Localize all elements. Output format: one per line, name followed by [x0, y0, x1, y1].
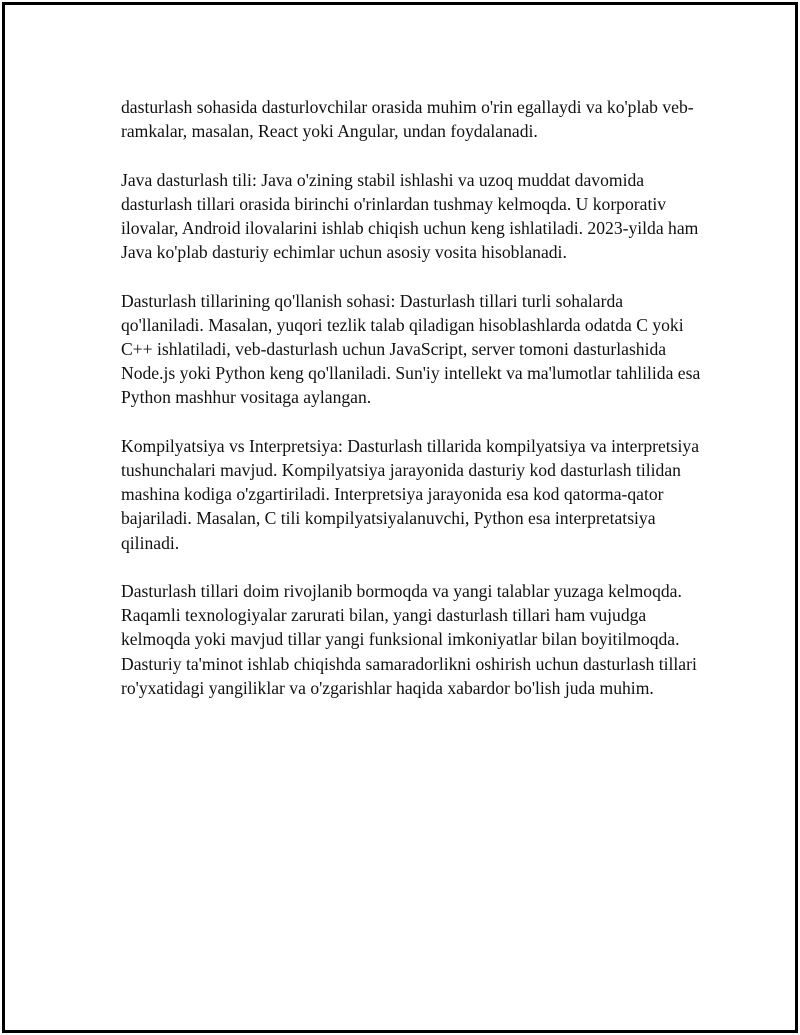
page-frame — [2, 2, 798, 1033]
paragraph-conclusion: Dasturlash tillari doim rivojlanib bormoqda va yangi talablar yuzaga kelmoqda. Raqamli texnologiyalar zarurati bilan, yangi dasturlash tillari ham vujudga kelmoqda yoki mavjud tillar yangi funksional imkoniyatlar bilan boyitilmoqda. Dasturiy ta'minot ishlab chiqishda samaradorlikni oshirish uchun dasturlash tillari ro'yxatidagi yangiliklar va o'zgarishlar haqida xabardor bo'lish juda muhim. — [121, 581, 697, 698]
paragraph-java: Java dasturlash tili: Java o'zining stabil ishlashi va uzoq muddat davomida dasturlash tillari orasida birinchi o'rinlardan tushmay kelmoqda. U korporativ ilovalar, Android ilovalarini ishlab chiqish uchun keng ishlatiladi. 2023-yilda ham Java ko'plab dasturiy echimlar uchun asosiy vosita hisoblanadi. — [121, 169, 699, 263]
paragraph-compilation-vs-interpretation: Kompilyatsiya vs Interpretsiya: Dasturlash tillarida kompilyatsiya va interpretsiya tushunchalari mavjud. Kompilyatsiya jarayonida dasturiy kod dasturlash tilidan mashina kodiga o'zgartiriladi. Interpretsiya jarayonida esa kod qatorma-qator bajariladi. Masalan, C tili kompilyatsiyalanuvchi, Python esa interpretatsiya qilinadi. — [121, 435, 700, 553]
paragraph-intro-continuation: dasturlash sohasida dasturlovchilar orasida muhim o'rin egallaydi va ko'plab veb-ramkalar, masalan, React yoki Angular, undan foydalanadi. — [121, 97, 694, 142]
document-body — [121, 95, 701, 724]
paragraph-application-areas: Dasturlash tillarining qo'llanish sohasi: Dasturlash tillari turli sohalarda qo'llaniladi. Masalan, yuqori tezlik talab qiladigan hisoblashlarda odatda C yoki C++ ishlatiladi, veb-dasturlash uchun JavaScript, server tomoni dasturlashida Node.js yoki Python keng qo'llaniladi. Sun'iy intellekt va ma'lumotlar tahlilida esa Python mashhur vositaga aylangan. — [121, 290, 701, 408]
